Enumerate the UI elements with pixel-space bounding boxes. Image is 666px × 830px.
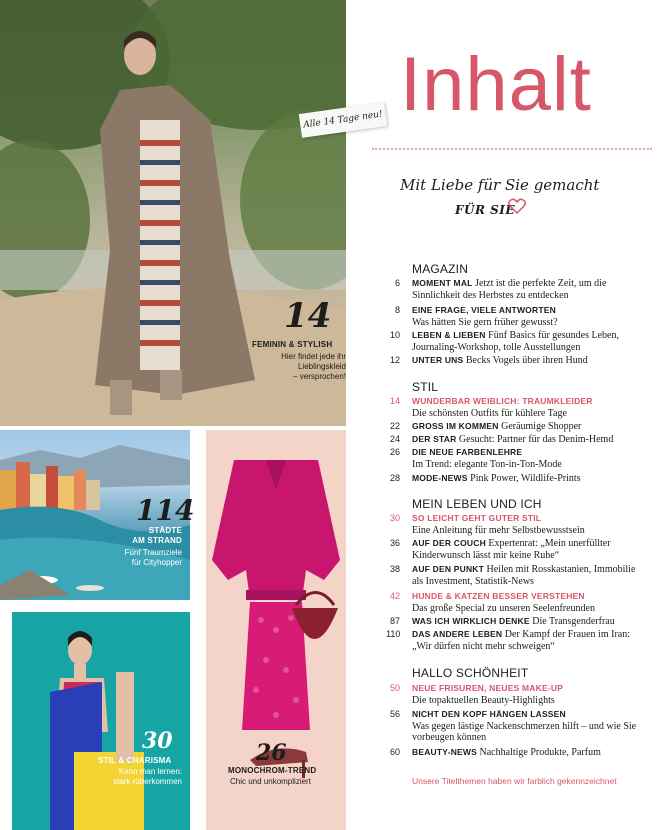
feature-teaser-charisma [96, 767, 182, 787]
entry-headline: AUF DEN PUNKT [412, 564, 485, 574]
toc-entry[interactable] [386, 629, 646, 652]
toc-entry[interactable] [386, 305, 646, 328]
entry-headline: NEUE FRISUREN, NEUES MAKE-UP [412, 683, 564, 693]
woman-with-color-blocks-illustration [12, 612, 190, 830]
toc-entry[interactable] [386, 616, 646, 628]
teaser-line: Lieblingskleid [297, 362, 346, 371]
teaser-line: stark rüberkommen [113, 777, 182, 786]
entry-description: Pink Power, Wildlife-Prints [470, 473, 581, 484]
teaser-line: für Cityhopper [131, 558, 182, 567]
entry-description: Das große Special zu unseren Seelenfreunden [412, 602, 595, 614]
toc-entry[interactable] [386, 330, 646, 353]
tagline: Mit Liebe für Sie gemacht [400, 176, 600, 194]
page-number: 6 [394, 278, 400, 288]
feature-headline-staedte [130, 526, 182, 546]
entry-description: Jetzt ist die perfekte Zeit, um die Sinnlichkeit des Herbstes zu entdecken [412, 278, 607, 301]
page-number: 110 [386, 629, 401, 639]
page-number: 22 [389, 421, 400, 431]
toc-entry[interactable] [386, 447, 646, 470]
section-title-magazin: MAGAZIN [412, 262, 469, 276]
feature-teaser-monochrom: Chic und unkompliziert [230, 777, 311, 786]
entry-headline: EINE FRAGE, VIELE ANTWORTEN [412, 305, 556, 315]
entry-description: Was gegen lästige Nackenschmerzen hilft – und wie Sie vorbeugen können [412, 720, 637, 743]
entry-headline: NICHT DEN KOPF HÄNGEN LASSEN [412, 709, 566, 719]
page-title: Inhalt [400, 42, 592, 127]
entry-description: Was hätten Sie gern früher gewusst? [412, 316, 558, 328]
entry-description: Der Kampf der Frauen im Iran: „Wir dürfen nicht mehr schweigen“ [412, 629, 630, 652]
toc-entry[interactable] [386, 473, 646, 485]
feature-page-number-staedte: 114 [136, 494, 195, 527]
entry-description: Gesucht: Partner für das Denim-Hemd [458, 434, 614, 445]
page-number: 36 [389, 538, 400, 548]
entry-headline: HUNDE & KATZEN BESSER VERSTEHEN [412, 591, 585, 601]
toc-entry[interactable] [386, 278, 646, 301]
toc-entry[interactable] [386, 355, 646, 367]
feature-photo-charisma [12, 612, 190, 830]
page-number: 26 [389, 447, 400, 457]
heart-icon [508, 198, 526, 214]
entry-description: Nachhaltige Produkte, Parfum [479, 747, 601, 758]
toc-entry[interactable] [386, 591, 646, 614]
entry-description: Fünf Basics für gesundes Leben, Journaling-Workshop, tolle Ausstellungen [412, 330, 619, 353]
toc-entry[interactable] [386, 434, 646, 446]
feature-page-number-charisma: 30 [142, 728, 173, 754]
toc-entry[interactable] [386, 513, 646, 536]
section-title-mein-leben: MEIN LEBEN UND ICH [412, 497, 542, 511]
page-number: 28 [389, 473, 400, 483]
issue-frequency-badge: Alle 14 Tage neu! [299, 102, 388, 138]
entry-headline: MOMENT MAL [412, 278, 473, 288]
headline-line: STÄDTE [148, 526, 182, 535]
entry-headline: LEBEN & LIEBEN [412, 330, 486, 340]
feature-headline-feminin: FEMININ & STYLISH [252, 340, 333, 349]
teaser-line: Hier findet jede ihr [281, 352, 346, 361]
entry-description: Die schönsten Outfits für kühlere Tage [412, 407, 567, 419]
entry-headline: DER STAR [412, 434, 457, 444]
footnote: Unsere Titelthemen haben wir farblich gekennzeichnet [412, 776, 617, 786]
page-number: 60 [389, 747, 400, 757]
toc-entry[interactable] [386, 564, 646, 587]
toc-entry[interactable] [386, 709, 646, 744]
page-number: 14 [389, 396, 400, 406]
page-number: 24 [389, 434, 400, 444]
entry-headline: WUNDERBAR WEIBLICH: TRAUMKLEIDER [412, 396, 593, 406]
entry-description: Eine Anleitung für mehr Selbstbewusstsein [412, 524, 585, 536]
feature-page-number-feminin: 14 [284, 296, 332, 336]
toc-entry[interactable] [386, 538, 646, 561]
section-title-stil: STIL [412, 380, 439, 394]
teaser-line: Fünf Traumziele [124, 548, 182, 557]
entry-description: Heilen mit Rosskastanien, Immobilie als Investment, Statistik-News [412, 564, 636, 587]
brand-logo: FÜR SIE [455, 203, 516, 217]
entry-headline: BEAUTY-NEWS [412, 747, 478, 757]
toc-entry[interactable] [386, 396, 646, 419]
entry-headline: AUF DER COUCH [412, 538, 486, 548]
entry-headline: MODE-NEWS [412, 473, 468, 483]
toc-entry[interactable] [386, 747, 646, 759]
page-number: 50 [389, 683, 400, 693]
entry-description: Becks Vogels über ihren Hund [465, 355, 588, 366]
entry-description: Expertenrat: „Mein unerfüllter Kinderwunsch lässt mir keine Ruhe“ [412, 538, 611, 561]
feature-teaser-staedte [92, 548, 182, 568]
page-number: 10 [389, 330, 400, 340]
entry-headline: GROSS IM KOMMEN [412, 421, 499, 431]
page-number: 8 [394, 305, 400, 315]
feature-teaser-feminin [258, 352, 346, 382]
section-title-hallo-schoenheit: HALLO SCHÖNHEIT [412, 666, 529, 680]
page-number: 42 [389, 591, 400, 601]
feature-headline-charisma: STIL & CHARISMA [98, 756, 172, 765]
entry-description: Geräumige Shopper [501, 421, 582, 432]
feature-headline-monochrom: MONOCHROM-TREND [228, 766, 317, 775]
entry-headline: UNTER UNS [412, 355, 464, 365]
page-number: 38 [389, 564, 400, 574]
feature-page-number-monochrom: 26 [256, 740, 287, 766]
page-number: 12 [389, 355, 400, 365]
entry-headline: WAS ICH WIRKLICH DENKE [412, 616, 530, 626]
toc-entry[interactable] [386, 421, 646, 433]
entry-headline: SO LEICHT GEHT GUTER STIL [412, 513, 542, 523]
page-number: 87 [389, 616, 400, 626]
headline-line: AM STRAND [132, 536, 182, 545]
entry-headline: DIE NEUE FARBENLEHRE [412, 447, 523, 457]
entry-description: Im Trend: elegante Ton-in-Ton-Mode [412, 458, 562, 470]
page-number: 30 [389, 513, 400, 523]
teaser-line: – versprochen! [293, 372, 346, 381]
entry-description: Die Transgenderfrau [532, 616, 615, 627]
entry-description: Die topaktuellen Beauty-Highlights [412, 694, 555, 706]
entry-headline: DAS ANDERE LEBEN [412, 629, 503, 639]
teaser-line: Kann man lernen: [118, 767, 182, 776]
toc-entry[interactable] [386, 683, 646, 706]
page-number: 56 [389, 709, 400, 719]
dotted-divider [372, 148, 652, 150]
